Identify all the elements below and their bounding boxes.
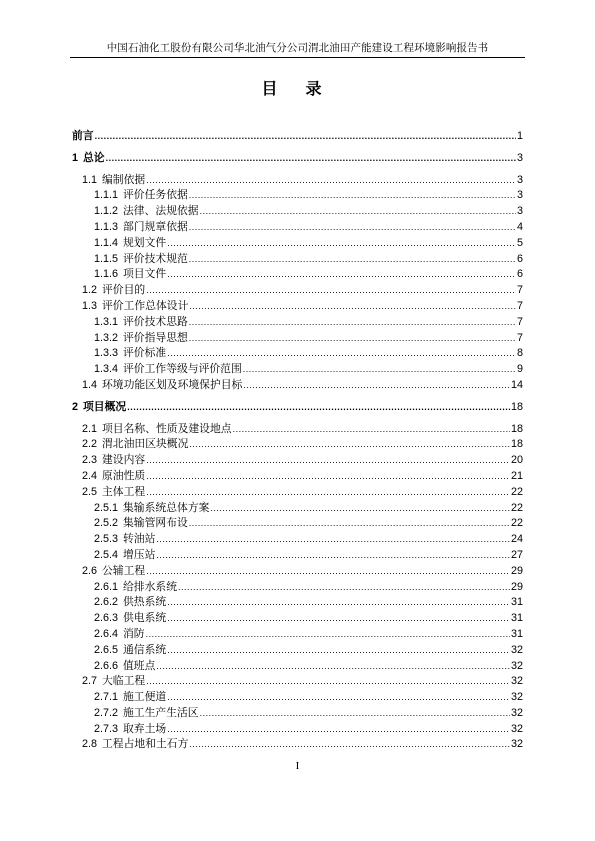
toc-entry[interactable] (72, 532, 523, 548)
toc-dot-leader (200, 706, 510, 722)
toc-dot-leader (146, 627, 510, 643)
toc-entry-number: 1.1.4 (94, 236, 119, 249)
toc-entry-title: 建设内容 (102, 454, 146, 467)
toc-entry-page: 32 (510, 706, 523, 719)
toc-entry-title: 主体工程 (102, 485, 146, 498)
toc-entry[interactable] (72, 722, 523, 738)
toc-entry[interactable] (72, 220, 523, 236)
toc-entry-title: 法律、法规依据 (123, 205, 199, 218)
toc-entry-number: 2.6.6 (94, 659, 119, 672)
toc-dot-leader (167, 346, 516, 362)
toc-entry-title: 原油性质 (102, 469, 146, 482)
toc-entry-page: 7 (516, 331, 523, 344)
toc-entry-title: 评价工作等级与评价范围 (123, 363, 242, 376)
toc-entry-page: 22 (510, 517, 523, 530)
toc-entry[interactable] (72, 236, 523, 252)
toc-dot-leader (106, 151, 516, 167)
toc-dot-leader (167, 611, 510, 627)
toc-entry-page: 31 (510, 627, 523, 640)
toc-dot-leader (189, 331, 516, 347)
toc-entry-page: 22 (510, 501, 523, 514)
toc-entry[interactable] (72, 453, 523, 469)
toc-entry[interactable] (72, 188, 523, 204)
toc-entry-number: 1.3.3 (94, 347, 119, 360)
toc-entry-title: 项目名称、性质及建设地点 (102, 422, 232, 435)
toc-entry-number: 2.7.3 (94, 722, 119, 735)
toc-entry-page: 4 (516, 220, 523, 233)
toc-entry-title: 公辅工程 (102, 564, 146, 577)
toc-entry[interactable] (72, 485, 523, 501)
toc-entry[interactable] (72, 378, 523, 394)
toc-dot-leader (189, 516, 510, 532)
toc-entry-title: 评价标准 (123, 347, 167, 360)
toc-entry-title: 通信系统 (123, 643, 167, 656)
toc-entry-title: 评价技术思路 (123, 315, 188, 328)
toc-entry-title: 部门规章依据 (123, 220, 188, 233)
toc-entry-number: 2.5.1 (94, 501, 119, 514)
toc-entry-title: 项目概况 (83, 400, 127, 413)
toc-entry-number: 2.2 (82, 438, 98, 451)
toc-entry-title: 评价指导思想 (123, 331, 188, 344)
toc-entry-page: 14 (510, 378, 523, 391)
toc-entry-page: 31 (510, 612, 523, 625)
toc-entry-page: 3 (516, 173, 523, 186)
toc-entry-page: 9 (516, 363, 523, 376)
toc-entry-number: 2.5.2 (94, 517, 119, 530)
toc-dot-leader (146, 469, 510, 485)
toc-entry[interactable] (72, 706, 523, 722)
toc-entry-page: 7 (516, 299, 523, 312)
toc-dot-leader (189, 252, 516, 268)
toc-entry-number: 1.2 (82, 284, 98, 297)
toc-entry-number: 2.6.3 (94, 612, 119, 625)
toc-entry-number: 1.1 (82, 173, 98, 186)
toc-entry-title: 消防 (123, 627, 145, 640)
toc-entry-number: 1.3 (82, 299, 98, 312)
toc-entry-number: 1.3.2 (94, 331, 119, 344)
toc-entry-title: 评价工作总体设计 (102, 299, 189, 312)
toc-entry-number: 2.7.1 (94, 691, 119, 704)
toc-dot-leader (189, 188, 516, 204)
toc-dot-leader (167, 236, 516, 252)
toc-entry-page: 20 (510, 454, 523, 467)
toc-entry-page: 18 (510, 400, 523, 413)
toc-entry[interactable] (72, 548, 523, 564)
toc-dot-leader (167, 722, 510, 738)
header-rule (70, 57, 525, 58)
toc-entry-page: 21 (510, 469, 523, 482)
toc-entry-number: 2.6 (82, 564, 98, 577)
toc-dot-leader (243, 362, 516, 378)
toc-dot-leader (189, 220, 516, 236)
toc-entry[interactable] (72, 469, 523, 485)
toc-entry[interactable] (72, 151, 523, 167)
toc-dot-leader (146, 485, 510, 501)
toc-entry-page: 27 (510, 548, 523, 561)
toc-entry[interactable] (72, 690, 523, 706)
toc-entry-page: 32 (510, 691, 523, 704)
toc-entry[interactable] (72, 437, 523, 453)
toc-title: 目 录 (261, 81, 334, 98)
toc-entry-page: 32 (510, 659, 523, 672)
toc-entry[interactable] (72, 204, 523, 220)
toc-entry[interactable] (72, 299, 523, 315)
toc-entry-title: 工程占地和土石方 (102, 738, 189, 751)
toc-dot-leader (167, 595, 510, 611)
toc-entry-number: 1.1.5 (94, 252, 119, 265)
toc-entry-page: 24 (510, 533, 523, 546)
toc-entry-page: 3 (516, 189, 523, 202)
toc-entry[interactable] (72, 173, 523, 189)
toc-entry-page: 22 (510, 485, 523, 498)
toc-entry[interactable] (72, 267, 523, 283)
toc-entry-number: 1 (72, 151, 79, 164)
toc-entry-page: 29 (510, 580, 523, 593)
toc-entry-number: 1.4 (82, 378, 98, 391)
toc-entry-number: 1.1.3 (94, 220, 119, 233)
toc-entry-page: 18 (510, 422, 523, 435)
toc-entry[interactable] (72, 643, 523, 659)
toc-entry-number: 2.7 (82, 675, 98, 688)
toc-entry[interactable] (72, 674, 523, 690)
toc-dot-leader (146, 674, 510, 690)
toc-entry-page: 29 (510, 564, 523, 577)
toc-dot-leader (189, 299, 516, 315)
toc-dot-leader (167, 643, 510, 659)
toc-entry-page: 5 (516, 236, 523, 249)
toc-entry[interactable] (72, 580, 523, 596)
toc-entry-title: 项目文件 (123, 268, 167, 281)
toc-entry-title: 环境功能区划及环境保护目标 (102, 378, 243, 391)
page-number: I (295, 760, 300, 772)
toc-entry-title: 评价目的 (102, 284, 146, 297)
toc-entry-title: 评价技术规范 (123, 252, 188, 265)
toc-entry-page: 6 (516, 252, 523, 265)
toc-entry[interactable] (72, 595, 523, 611)
toc-entry-title: 值班点 (123, 659, 156, 672)
toc-entry-number: 2.8 (82, 738, 98, 751)
toc-entry-number: 1.1.1 (94, 189, 119, 202)
toc-entry[interactable] (72, 362, 523, 378)
toc-entry-number: 2.5.4 (94, 548, 119, 561)
toc-dot-leader (146, 564, 510, 580)
toc-entry-title: 给排水系统 (123, 580, 177, 593)
toc-entry-page: 32 (510, 643, 523, 656)
toc-dot-leader (146, 283, 516, 299)
toc-dot-leader (200, 204, 516, 220)
toc-entry[interactable] (72, 627, 523, 643)
toc-entry[interactable] (72, 315, 523, 331)
toc-entry-page: 3 (516, 151, 523, 164)
toc-entry[interactable] (72, 129, 523, 145)
toc-entry[interactable] (72, 400, 523, 416)
toc-entry-number: 2.6.1 (94, 580, 119, 593)
toc-entry-page: 18 (510, 438, 523, 451)
toc-entry-page: 32 (510, 675, 523, 688)
toc-entry-number: 2.3 (82, 454, 98, 467)
toc-entry-page: 3 (516, 205, 523, 218)
toc-entry[interactable] (72, 283, 523, 299)
toc-entry-number: 1.1.6 (94, 268, 119, 281)
toc-dot-leader (156, 532, 510, 548)
toc-entry[interactable] (72, 501, 523, 517)
toc-entry-title: 总论 (83, 151, 105, 164)
toc-dot-leader (146, 453, 510, 469)
toc-entry[interactable] (72, 252, 523, 268)
toc-entry-page: 7 (516, 315, 523, 328)
toc-dot-leader (233, 422, 510, 438)
toc-entry[interactable] (72, 611, 523, 627)
toc-entry-page: 1 (516, 130, 523, 142)
toc-dot-leader (243, 378, 510, 394)
toc-entry[interactable] (72, 659, 523, 675)
toc-entry[interactable] (72, 346, 523, 362)
toc-entry-page: 32 (510, 738, 523, 751)
toc-dot-leader (156, 659, 510, 675)
toc-entry-number: 2.1 (82, 422, 98, 435)
toc-entry-number: 2.6.5 (94, 643, 119, 656)
toc-entry-title: 编制依据 (102, 173, 146, 186)
toc-entry-number: 2.5.3 (94, 533, 119, 546)
toc-entry-title: 大临工程 (102, 675, 146, 688)
toc-entry-number: 2.7.2 (94, 706, 119, 719)
toc-entry-title: 前言 (72, 130, 94, 142)
toc-entry-number: 2 (72, 400, 79, 413)
toc-entry-page: 32 (510, 722, 523, 735)
toc-dot-leader (189, 315, 516, 331)
toc-entry-title: 渭北油田区块概况 (102, 438, 189, 451)
toc-entry-title: 评价任务依据 (123, 189, 188, 202)
toc-entry-title: 供热系统 (123, 596, 167, 609)
toc-dot-leader (95, 129, 516, 145)
toc-dot-leader (189, 737, 510, 753)
toc-entry-number: 1.3.4 (94, 363, 119, 376)
toc-entry-number: 2.6.4 (94, 627, 119, 640)
toc-entry-page: 8 (516, 347, 523, 360)
toc-entry-number: 1.3.1 (94, 315, 119, 328)
toc-entry-title: 施工便道 (123, 691, 167, 704)
toc-entry-title: 转油站 (123, 533, 156, 546)
toc-dot-leader (210, 501, 510, 517)
toc-entry[interactable] (72, 422, 523, 438)
toc-dot-leader (156, 548, 510, 564)
toc-dot-leader (146, 173, 516, 189)
toc-entry-title: 增压站 (123, 548, 156, 561)
toc-entry-number: 2.5 (82, 485, 98, 498)
toc-dot-leader (167, 267, 516, 283)
toc-entry-title: 施工生产生活区 (123, 706, 199, 719)
toc-entry-number: 1.1.2 (94, 205, 119, 218)
toc-dot-leader (127, 400, 510, 416)
toc-entry[interactable] (72, 516, 523, 532)
toc-entry[interactable] (72, 564, 523, 580)
toc-dot-leader (167, 690, 510, 706)
toc-entry-number: 2.4 (82, 469, 98, 482)
toc-entry-page: 31 (510, 596, 523, 609)
toc-entry-page: 6 (516, 268, 523, 281)
toc-entry-title: 规划文件 (123, 236, 167, 249)
table-of-contents (72, 129, 523, 753)
toc-entry-page: 7 (516, 284, 523, 297)
toc-dot-leader (189, 437, 510, 453)
running-header: 中国石油化工股份有限公司华北油气分公司渭北油田产能建设工程环境影响报告书 (106, 43, 489, 54)
toc-dot-leader (178, 580, 510, 596)
toc-entry-number: 2.6.2 (94, 596, 119, 609)
toc-entry-title: 供电系统 (123, 612, 167, 625)
toc-entry[interactable] (72, 737, 523, 753)
toc-entry-title: 集输系统总体方案 (123, 501, 210, 514)
toc-entry-title: 取弃土场 (123, 722, 167, 735)
toc-entry-title: 集输管网布设 (123, 517, 188, 530)
toc-entry[interactable] (72, 331, 523, 347)
